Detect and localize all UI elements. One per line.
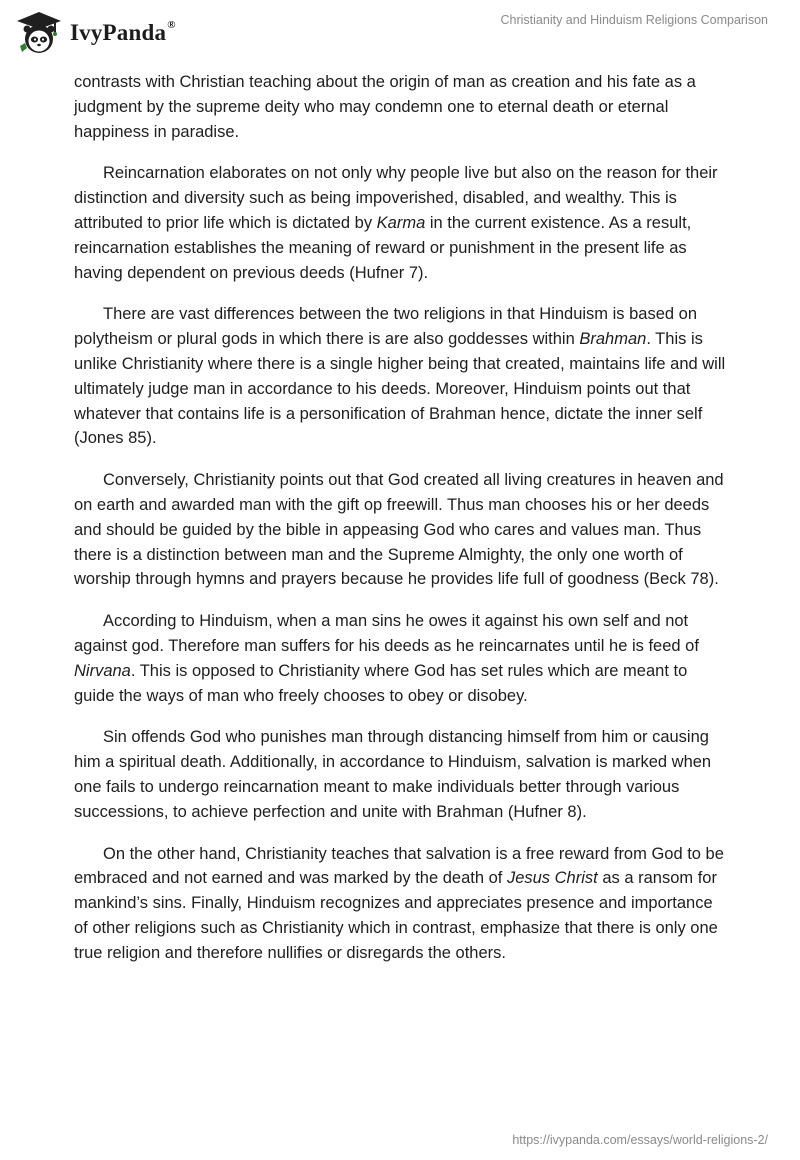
source-url[interactable]: https://ivypanda.com/essays/world-religions-2/ [512,1133,768,1147]
paragraph [74,302,726,451]
paragraph-text: According to Hinduism, when a man sins he owes it against his own self and not against god. Therefore man suffers for his deeds as he reincarnates until he is feed of [74,612,699,655]
registered-mark: ® [167,19,176,32]
brand-text: IvyPanda [70,20,167,45]
paragraph-text: Conversely, Christianity points out that God created all living creatures in heaven and on earth and awarded man with the gift op freewill. Thus man chooses his or her deeds and should be guided by the bible in appeasing God who cares and values man. Thus there is a distinction between man and the Supreme Almighty, the only one worth of worship through hymns and prayers because he provides life full of goodness (Beck 78). [74,471,724,589]
paragraph [74,725,726,824]
paragraph-text: . This is opposed to Christianity where God has set rules which are meant to guide the ways of man who freely chooses to obey or disobey. [74,661,688,705]
emphasized-term: Jesus Christ [506,869,598,888]
paragraph-text: contrasts with Christian teaching about the origin of man as creation and his fate as a judgment by the supreme deity who may condemn one to eternal death or eternal happiness in paradise. [74,73,696,141]
paragraph-text: Sin offends God who punishes man through distancing himself from him or causing him a spiritual death. Additionally, in accordance to Hinduism, salvation is marked when one fails to undergo reincarnation meant to make individuals better through various successions, to achieve perfection and unite with Brahman (Hufner 8). [74,728,712,821]
emphasized-term: Karma [376,213,426,232]
paragraph [74,468,726,592]
paragraph-text: Reincarnation elaborates on not only why people live but also on the reason for their distinction and diversity such as being impoverished, disabled, and wealthy. This is attributed to prior life which is dictated by [74,164,718,232]
paragraph [74,609,726,708]
paragraph-text: On the other hand, Christianity teaches that salvation is a free reward from God to be embraced and not earned and was marked by the death of [74,844,724,888]
page-header [0,0,800,70]
paragraph [74,161,726,285]
emphasized-term: Brahman [579,330,647,349]
document-title: Christianity and Hinduism Religions Comparison [500,13,768,27]
paragraph-text: in the current existence. As a result, reincarnation establishes the meaning of reward or punishment in the present life as having dependent on previous deeds (Hufner 7). [74,213,692,282]
paragraph-text: There are vast differences between the two religions in that Hinduism is based on polytheism or plural gods in which there is are also goddesses within [74,305,698,349]
paragraph-text: . This is unlike Christianity where there is a single higher being that created, maintains life and will ultimately judge man in accordance to his deeds. Moreover, Hinduism points out that whatever that contains life is a personification of Brahman hence, dictate the inner self (Jones 85). [74,330,726,448]
paragraph [74,842,726,966]
ivypanda-logo[interactable] [14,10,176,56]
emphasized-term: Nirvana [74,661,131,680]
brand-name [70,20,176,46]
panda-graduation-cap-logo-icon [14,10,64,56]
essay-body [74,70,726,983]
paragraph [74,70,726,144]
paragraph-text: as a ransom for mankind’s sins. Finally, Hinduism recognizes and appreciates presence and importance of other religions such as Christianity which in contrast, emphasize that there is only one true religion and therefore nullifies or disregards the others. [74,869,718,962]
